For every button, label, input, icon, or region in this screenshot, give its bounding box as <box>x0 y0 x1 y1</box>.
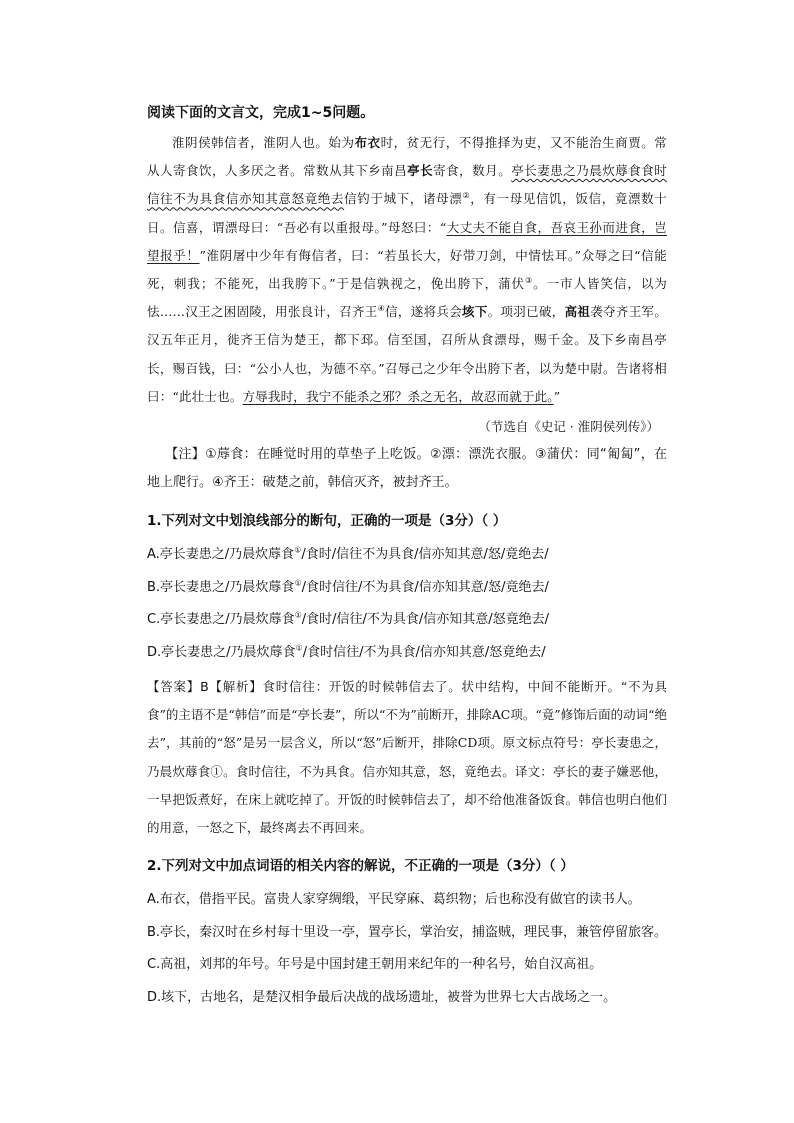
answer-explanation: 食时信往：开饭的时候韩信去了。状中结构，中间不能断开。“不为具食”的主语不是“韩信”而是“亭长妻”，所以“不为”前断开，排除AC项。“竟”修饰后面的动词“绝去”，其前的“怒”是另一层含义，所以“怒”后断开，排除CD项。原文标点符号：亭长妻患之，乃晨炊蓐食①。食时信往，不为具食。信亦知其意，怒，竟绝去。译文：亭长的妻子嫌恶他，一早把饭煮好，在床上就吃掉了。开饭的时候韩信去了，却不给他准备饭食。韩信也明白他们的用意，一怒之下，最终离去不再回来。 <box>147 679 667 836</box>
passage-text: 。一市人皆笑信，以为怯……汉王之困固陵，用张良计，召齐王 <box>147 276 667 320</box>
passage-text: 时，贫无行，不得推择为吏，又不能治生商贾。常从人寄食饮，人多厌之者。常数从其下乡南昌 <box>147 135 667 179</box>
passage-text: 淮阴侯韩信者，淮阴人也。始为 <box>172 135 355 150</box>
question-1-option-b: B.亭长妻患之/乃晨炊蓐食①/食时信往/不为具食/信亦知其意/怒/竟绝去/ <box>147 578 549 595</box>
question-1-option-c: C.亭长妻患之/乃晨炊蓐食①/食时/信往/不为具食/信亦知其意/怒竟绝去/ <box>147 610 550 628</box>
passage-text: ”淮阴屠中少年有侮信者，曰：“若虽长大，好带刀剑，中情怯耳。”众辱之曰“信能死，刺我；不能死，出我胯下。”于是信孰视之，俛出胯下，蒲伏 <box>147 247 667 292</box>
passage-text: 。项羽已破， <box>487 304 565 320</box>
answer-tag: 【答案】B【解析】 <box>147 679 263 695</box>
footnote-marker: ④ <box>377 304 386 314</box>
footnote-marker: ② <box>462 191 471 201</box>
question-1-answer <box>147 673 667 842</box>
wavy-underlined-sentence: 亭长妻患之乃晨炊蓐食食时信往不为具食信亦知其意怒竟绝去 <box>147 163 667 207</box>
passage-text: ” <box>553 388 561 404</box>
dotted-term-gaozu: 高祖 <box>564 304 591 320</box>
question-2-title: 2.下列对文中加点词语的相关内容的解说，不正确的一项是（3分）（ ） <box>147 858 574 875</box>
annotation-notes: 【注】①蓐食：在睡觉时用的草垫子上吃饭。②漂：漂洗衣服。③蒲伏：同“匍匐”，在地上爬行。④齐王：破楚之前，韩信灭齐，被封齐王。 <box>147 447 667 491</box>
classical-passage <box>147 129 667 411</box>
dotted-term-tingzhang: 亭长 <box>407 163 434 179</box>
source-citation: （节选自《史记 · 淮阴侯列传》） <box>478 419 659 435</box>
question-2-option-c: C.高祖，刘邦的年号。年号是中国封建王朝用来纪年的一种名号，始自汉高祖。 <box>147 957 603 973</box>
question-1-option-d: D.亭长妻患之/乃晨炊蓐食①/食时信往/不为具食/信亦知其意/怒竟绝去/ <box>147 643 546 660</box>
question-1-option-a: A.亭长妻患之/乃晨炊蓐食①/食时/信往不为具食/信亦知其意/怒/竟绝去/ <box>147 545 549 563</box>
section-heading: 阅读下面的文言文，完成1~5问题。 <box>147 105 375 121</box>
underlined-sentence-1: 大丈夫不能自食，吾哀王孙而进食，岂望报乎！ <box>147 219 667 263</box>
passage-text: ，有一母见信饥，饭信，竟漂数十日。信喜，谓漂母曰：“吾必有以重报母。”母怒曰：“ <box>147 191 667 235</box>
passage-text: 信，遂将兵会 <box>385 304 463 320</box>
passage-text: 信钓于城下，诸母漂 <box>344 191 463 207</box>
question-2-option-d: D.垓下，古地名，是楚汉相争最后决战的战场遗址，被誉为世界七大古战场之一。 <box>147 989 617 1005</box>
document-content <box>147 101 667 1014</box>
question-2-option-a: A.布衣，借指平民。富贵人家穿绸缎，平民穿麻、葛织物；后也称没有做官的读书人。 <box>147 892 641 908</box>
dotted-term-buyi: 布衣 <box>354 135 381 150</box>
passage-text: 寄食，数月。 <box>433 163 512 179</box>
underlined-sentence-2: 方辱我时，我宁不能杀之邪？杀之无名，故忍而就于此。 <box>242 388 554 404</box>
dotted-term-gaixia: 垓下 <box>462 304 488 320</box>
footnote-marker: ③ <box>525 275 534 285</box>
question-1-title: 1.下列对文中划浪线部分的断句，正确的一项是（3分）（ ） <box>147 513 507 530</box>
question-2-option-b: B.亭长，秦汉时在乡村每十里设一亭，置亭长，掌治安，捕盗贼，理民事，兼管停留旅客。 <box>147 924 668 940</box>
passage-text: 袭夺齐王军。汉五年正月，徙齐王信为楚王，都下邳。信至国，召所从食漂母，赐千金。及下乡南昌亭长，赐百钱，曰：“公小人也，为德不卒。”召辱己之少年令出胯下者，以为楚中尉。告诸将相曰：“此壮士也。 <box>147 304 668 404</box>
